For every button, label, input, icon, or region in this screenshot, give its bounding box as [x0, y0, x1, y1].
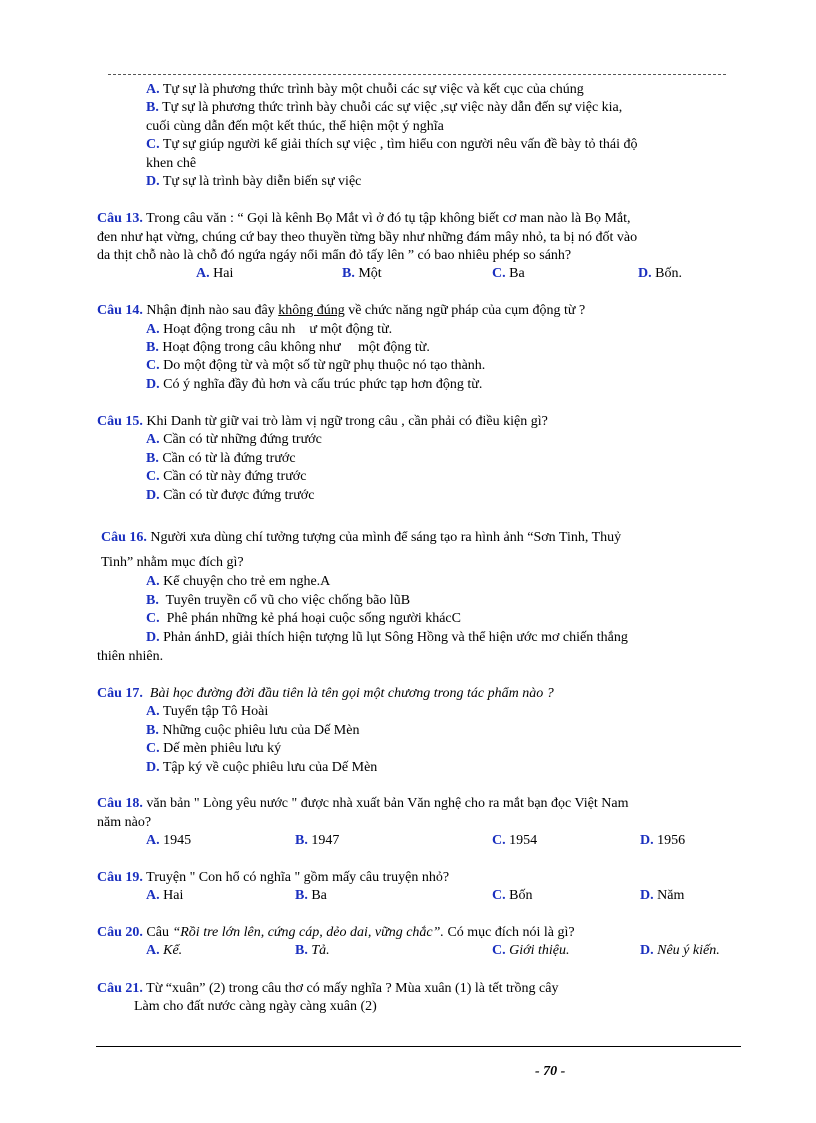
q20-option-b: B. Tả. [295, 943, 330, 958]
q19-option-b: B. Ba [295, 888, 327, 903]
footer-divider [96, 1046, 741, 1047]
header-divider [108, 74, 726, 75]
q14-option-d: D. Có ý nghĩa đầy đủ hơn và cấu trúc phức tạp hơn động từ. [146, 377, 483, 392]
q18-option-b: B. 1947 [295, 833, 340, 848]
q20-option-a: A. Kể. [146, 943, 183, 958]
q16-stem-2: Tinh” nhằm mục đích gì? [101, 555, 244, 570]
q15-option-b: B. Cần có từ là đứng trước [146, 451, 296, 466]
q18-option-c: C. 1954 [492, 833, 538, 848]
q19-option-c: C. Bốn [492, 888, 533, 903]
q13-stem-1: Câu 13. Trong câu văn : “ Gọi là kênh Bọ Mắt vì ở đó tụ tập không biết cơ man nào là Bọ Mắt, [97, 211, 631, 226]
q18-stem-1: Câu 18. văn bản " Lòng yêu nước " được nhà xuất bản Văn nghệ cho ra mắt bạn đọc Việt Nam [97, 796, 629, 811]
q13-stem-2: đen như hạt vừng, chúng cứ bay theo thuyền từng bầy như những đám mây nhỏ, ta bị nó đốt vào [97, 230, 638, 245]
q17-stem: Câu 17. Bài học đường đời đầu tiên là tên gọi một chương trong tác phẩm nào ? [97, 686, 554, 701]
q12-option-c-cont: khen chê [146, 156, 197, 171]
q16-option-a: A. Kể chuyện cho trẻ em nghe.A [146, 574, 331, 589]
q18-option-d: D. 1956 [640, 833, 686, 848]
q12-option-a: A. Tự sự là phương thức trình bày một chuỗi các sự việc và kết cục của chúng [146, 82, 584, 97]
q16-option-b: B. Tuyên truyền cổ vũ cho việc chống bão lũB [146, 593, 411, 608]
q12-option-b-cont: cuối cùng dẫn đến một kết thúc, thể hiện một ý nghĩa [146, 119, 444, 134]
q14-option-b: B. Hoạt động trong câu không như một động từ. [146, 340, 430, 355]
q17-option-a: A. Tuyển tập Tô Hoài [146, 704, 269, 719]
q13-option-d: D. Bốn. [638, 266, 682, 281]
page-number: - 70 - [535, 1064, 566, 1079]
q15-option-a: A. Cần có từ những đứng trước [146, 432, 322, 447]
q20-option-c: C. Giới thiệu. [492, 943, 570, 958]
q16-option-d: D. Phản ánhD, giải thích hiện tượng lũ lụt Sông Hồng và thể hiện ước mơ chiến thắng [146, 630, 628, 645]
q17-option-d: D. Tập ký về cuộc phiêu lưu của Dế Mèn [146, 760, 378, 775]
q19-option-a: A. Hai [146, 888, 184, 903]
q12-option-b: B. Tự sự là phương thức trình bày chuỗi các sự việc ,sự việc này dẫn đến sự việc kia, [146, 100, 623, 115]
q13-option-a: A. Hai [196, 266, 234, 281]
q13-option-b: B. Một [342, 266, 382, 281]
q12-option-c: C. Tự sự giúp người kể giải thích sự việc , tìm hiểu con người nêu vấn đề bày tỏ thái độ [146, 137, 638, 152]
q20-option-d: D. Nêu ý kiến. [640, 943, 720, 958]
q15-stem: Câu 15. Khi Danh từ giữ vai trò làm vị ngữ trong câu , cần phải có điều kiện gì? [97, 414, 548, 429]
q21-stem-1: Câu 21. Từ “xuân” (2) trong câu thơ có mấy nghĩa ? Mùa xuân (1) là tết trồng cây [97, 981, 559, 996]
q17-option-b: B. Những cuộc phiêu lưu của Dế Mèn [146, 723, 360, 738]
q16-option-c: C. Phê phán những kẻ phá hoại cuộc sống người khácC [146, 611, 461, 626]
q16-stem-1: Câu 16. Người xưa dùng chí tưởng tượng của mình để sáng tạo ra hình ảnh “Sơn Tinh, Thuỷ [101, 530, 622, 545]
q16-option-d-cont: thiên nhiên. [97, 649, 164, 664]
q13-stem-3: da thịt chỗ nào là chỗ đó ngứa ngáy nổi mẩn đỏ tấy lên ” có bao nhiêu phép so sánh? [97, 248, 572, 263]
q18-stem-2: năm nào? [97, 815, 152, 830]
q13-option-c: C. Ba [492, 266, 525, 281]
q19-stem: Câu 19. Truyện " Con hổ có nghĩa " gồm mấy câu truyện nhỏ? [97, 870, 450, 885]
q19-option-d: D. Năm [640, 888, 685, 903]
q18-option-a: A. 1945 [146, 833, 192, 848]
q14-option-a: A. Hoạt động trong câu nh ư một động từ. [146, 322, 393, 337]
q17-option-c: C. Dế mèn phiêu lưu ký [146, 741, 282, 756]
q14-stem: Câu 14. Nhận định nào sau đây không đúng về chức năng ngữ pháp của cụm động từ ? [97, 303, 586, 318]
q15-option-d: D. Cần có từ được đứng trước [146, 488, 315, 503]
q20-stem: Câu 20. Câu “Rồi tre lớn lên, cứng cáp, dẻo dai, vững chắc”. Có mục đích nói là gì? [97, 925, 575, 940]
q21-stem-2: Làm cho đất nước càng ngày càng xuân (2) [134, 999, 377, 1014]
q15-option-c: C. Cần có từ này đứng trước [146, 469, 307, 484]
q14-option-c: C. Do một động từ và một số từ ngữ phụ thuộc nó tạo thành. [146, 358, 486, 373]
q12-option-d: D. Tự sự là trình bày diễn biến sự việc [146, 174, 362, 189]
